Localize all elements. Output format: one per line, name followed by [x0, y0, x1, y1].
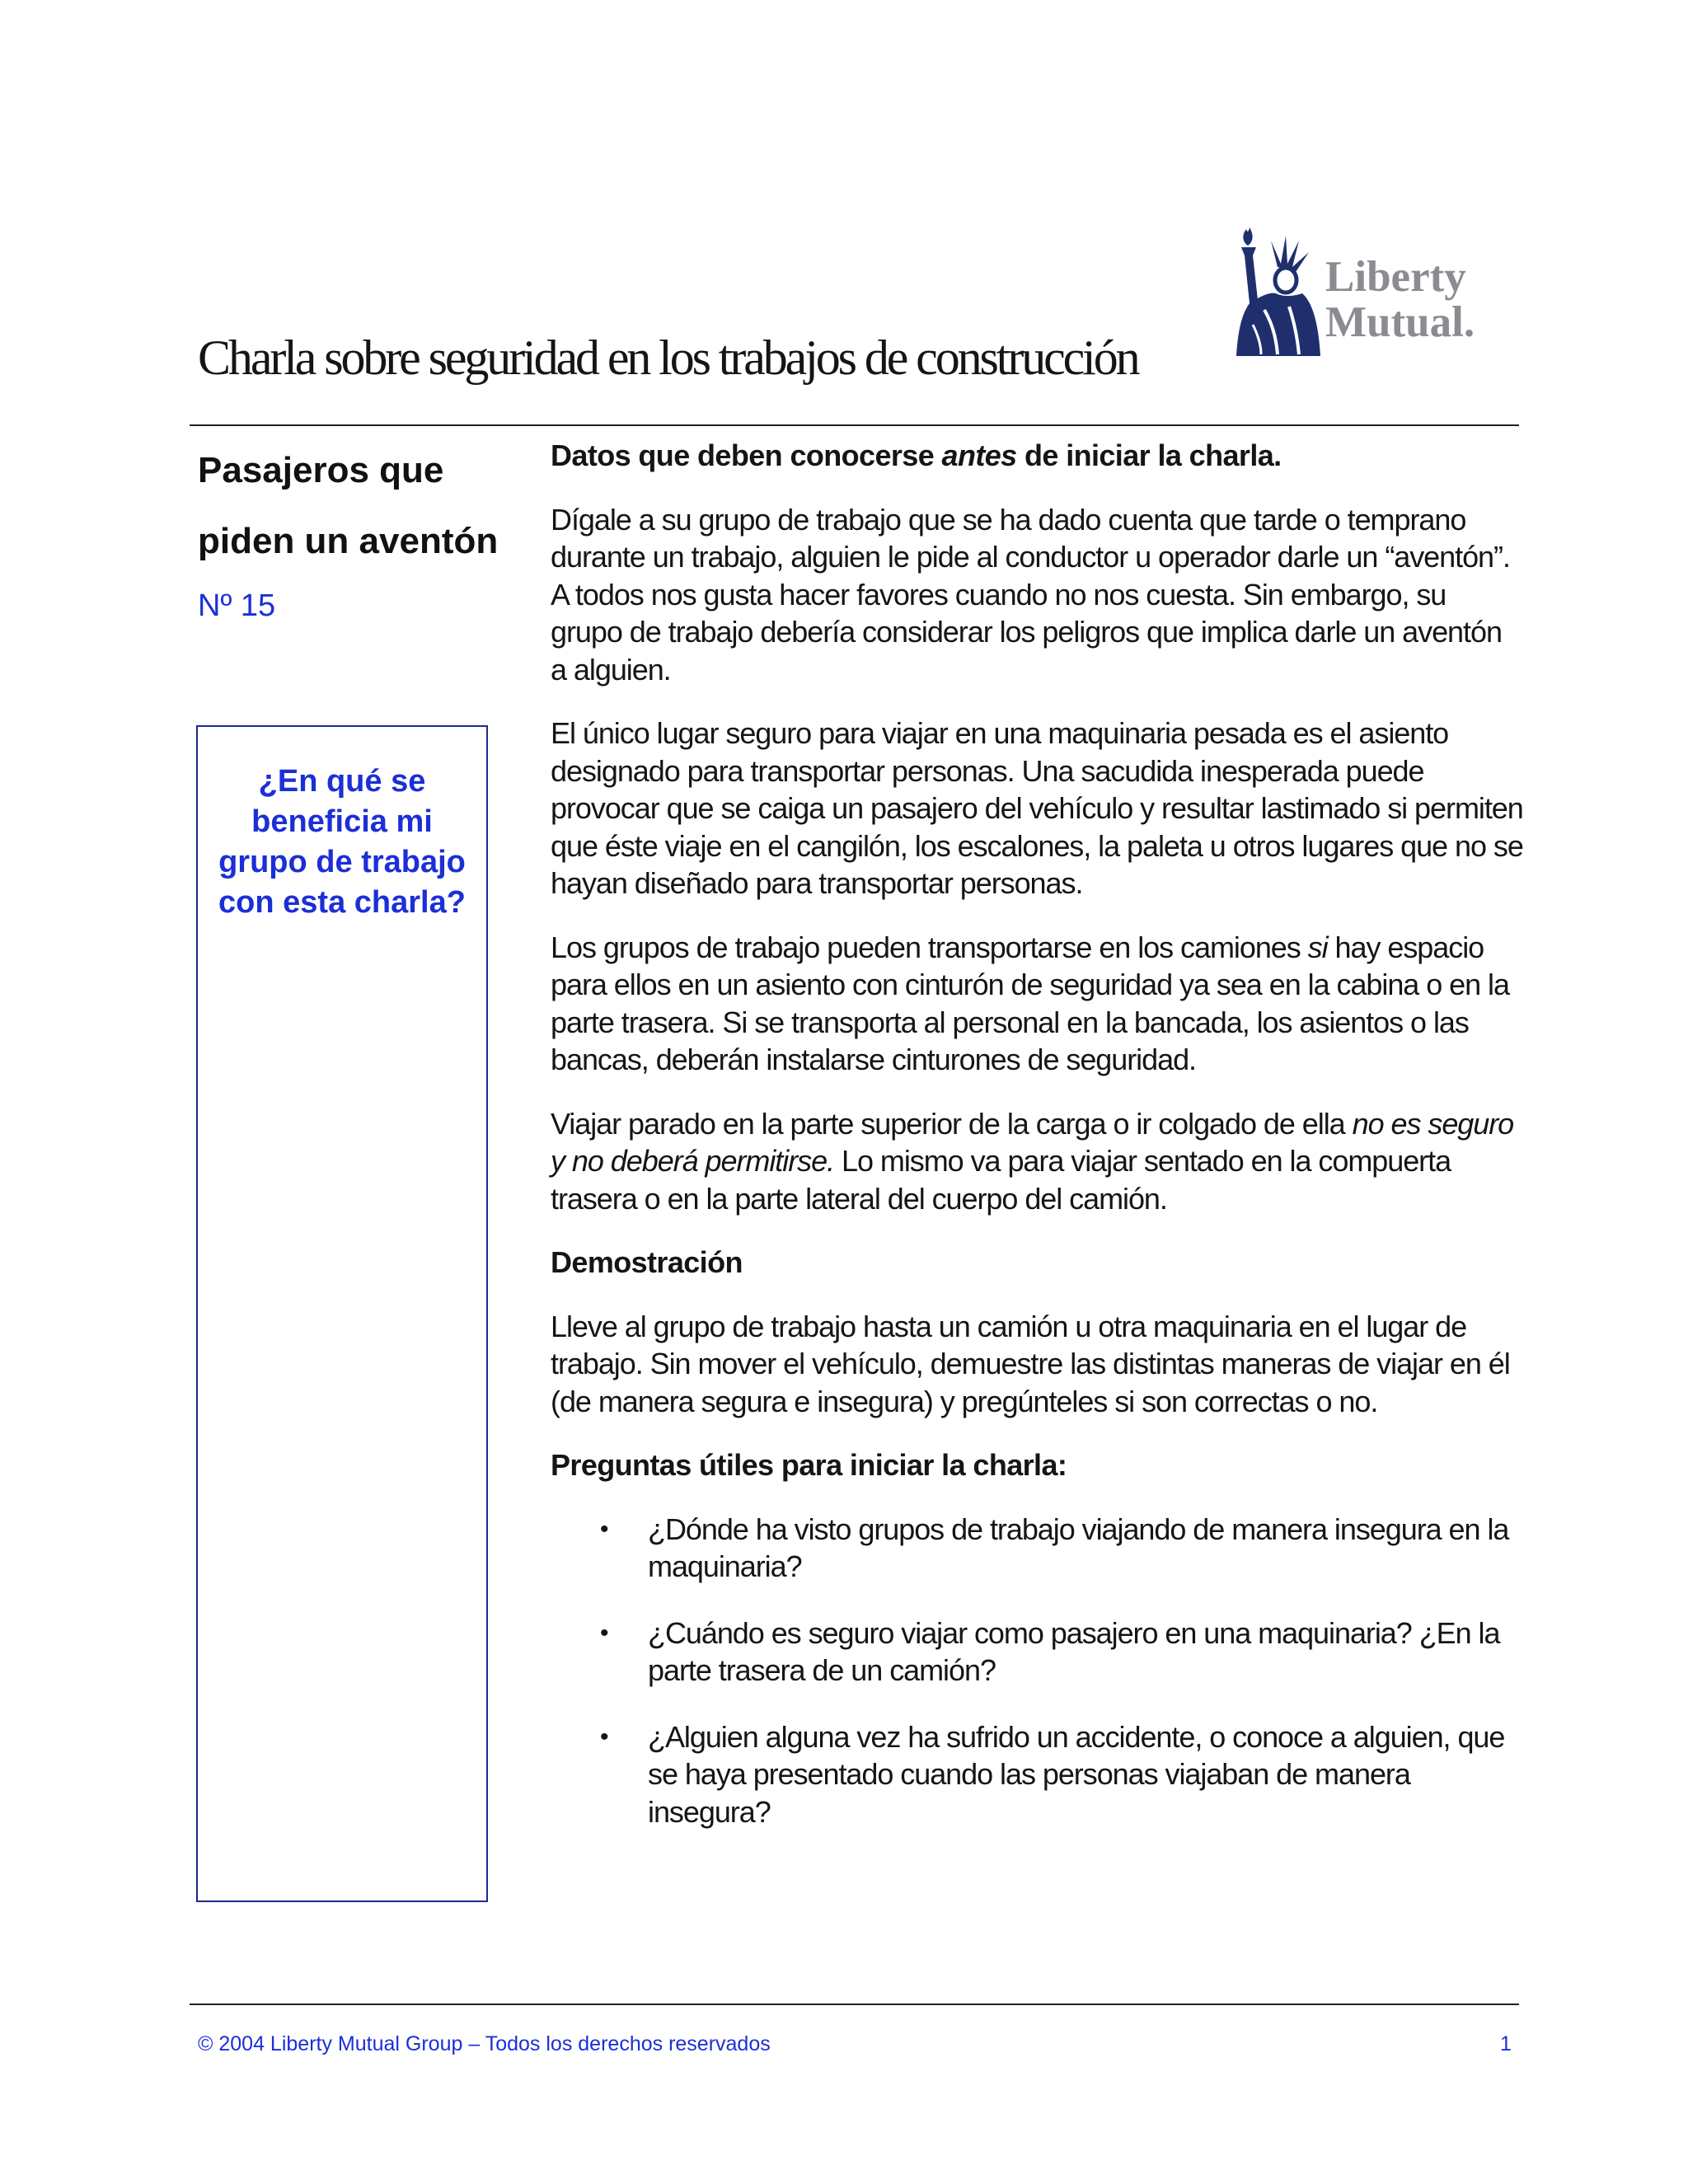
list-item — [551, 1615, 1523, 1690]
questions-list — [551, 1511, 1523, 1831]
facts-heading-before: Datos que deben conocerse — [551, 438, 942, 472]
paragraph-intro: Dígale a su grupo de trabajo que se ha dado cuenta que tarde o temprano durante un trabajo, alguien le pide al conductor u operador darle un “aventón”. A todos nos gusta hacer favores cuando no nos cuesta. Sin embargo, su grupo de trabajo debería considerar los peligros que implica darle un aventón a alguien. — [551, 502, 1510, 687]
bullet-icon: • — [600, 1722, 608, 1750]
facts-heading-emphasis: antes — [941, 438, 1017, 472]
paragraph-standing-before: Viajar parado en la parte superior de la carga o ir colgado de ella — [551, 1106, 1353, 1141]
paragraph-standing — [551, 1105, 1523, 1218]
list-item — [551, 1718, 1523, 1831]
footer-divider — [190, 2004, 1519, 2005]
bullet-icon: • — [600, 1515, 608, 1543]
question-text: ¿Dónde ha visto grupos de trabajo viajando de manera insegura en la maquinaria? — [648, 1511, 1509, 1583]
list-item — [551, 1511, 1523, 1586]
footer-copyright: © 2004 Liberty Mutual Group – Todos los derechos reservados — [198, 2032, 771, 2055]
bullet-icon: • — [600, 1619, 608, 1647]
paragraph-trucks-after: hay espacio para ellos en un asiento con cinturón de seguridad ya sea en la cabina o en la parte trasera. Si se transporta al personal en la bancada, los asientos o las bancas, deberán instalarse cinturones de seguridad. — [551, 930, 1509, 1076]
question-text: ¿Cuándo es seguro viajar como pasajero en una maquinaria? ¿En la parte trasera de un camión? — [648, 1615, 1500, 1687]
demo-heading: Demostración — [551, 1245, 743, 1279]
logo-word-mutual: Mutual. — [1325, 298, 1475, 346]
facts-heading — [551, 437, 1523, 475]
demo-text: Lleve al grupo de trabajo hasta un camión u otra maquinaria en el lugar de trabajo. Sin mover el vehículo, demuestre las distintas maneras de viajar en él (de manera segura e insegura) y pregúnteles si son correctas o no. — [551, 1309, 1510, 1418]
liberty-mutual-logo — [1228, 224, 1500, 356]
statue-of-liberty-icon — [1228, 224, 1323, 356]
paragraph-trucks-before: Los grupos de trabajo pueden transportarse en los camiones — [551, 930, 1308, 964]
paragraph-safe-seat: El único lugar seguro para viajar en una maquinaria pesada es el asiento designado para transportar personas. Una sacudida inesperada puede provocar que se caiga un pasajero del vehículo y resultar lastimado si permiten que éste viaje en el cangilón, los escalones, la paleta u otros lugares que no se hayan diseñado para transportar personas. — [551, 716, 1523, 900]
paragraph-standing-after: Lo mismo va para viajar sentado en la compuerta trasera o en la parte lateral del cuerpo del camión. — [551, 1144, 1451, 1216]
sidebar — [198, 435, 519, 626]
paragraph-standing-emphasis: no es seguro y no deberá permitirse. — [551, 1106, 1514, 1178]
questions-heading: Preguntas útiles para iniciar la charla: — [551, 1448, 1067, 1482]
benefit-box — [196, 725, 488, 1902]
talk-title: Pasajeros que piden un aventón — [198, 450, 499, 561]
document-title: Charla sobre seguridad en los trabajos de construcción — [198, 330, 1138, 385]
benefit-question: ¿En qué se beneficia mi grupo de trabajo con esta charla? — [218, 764, 466, 920]
paragraph-trucks — [551, 929, 1523, 1079]
question-text: ¿Alguien alguna vez ha sufrido un accidente, o conoce a alguien, que se haya presentado cuando las personas viajaban de manera insegura? — [648, 1719, 1505, 1829]
paragraph-trucks-emphasis: si — [1307, 930, 1328, 964]
talk-number: Nº 15 — [198, 588, 276, 623]
logo-word-liberty: Liberty — [1325, 253, 1466, 301]
page-number: 1 — [1500, 2032, 1512, 2055]
facts-heading-after: de iniciar la charla. — [1016, 438, 1282, 472]
main-content — [551, 437, 1523, 1859]
header-divider — [190, 424, 1519, 426]
